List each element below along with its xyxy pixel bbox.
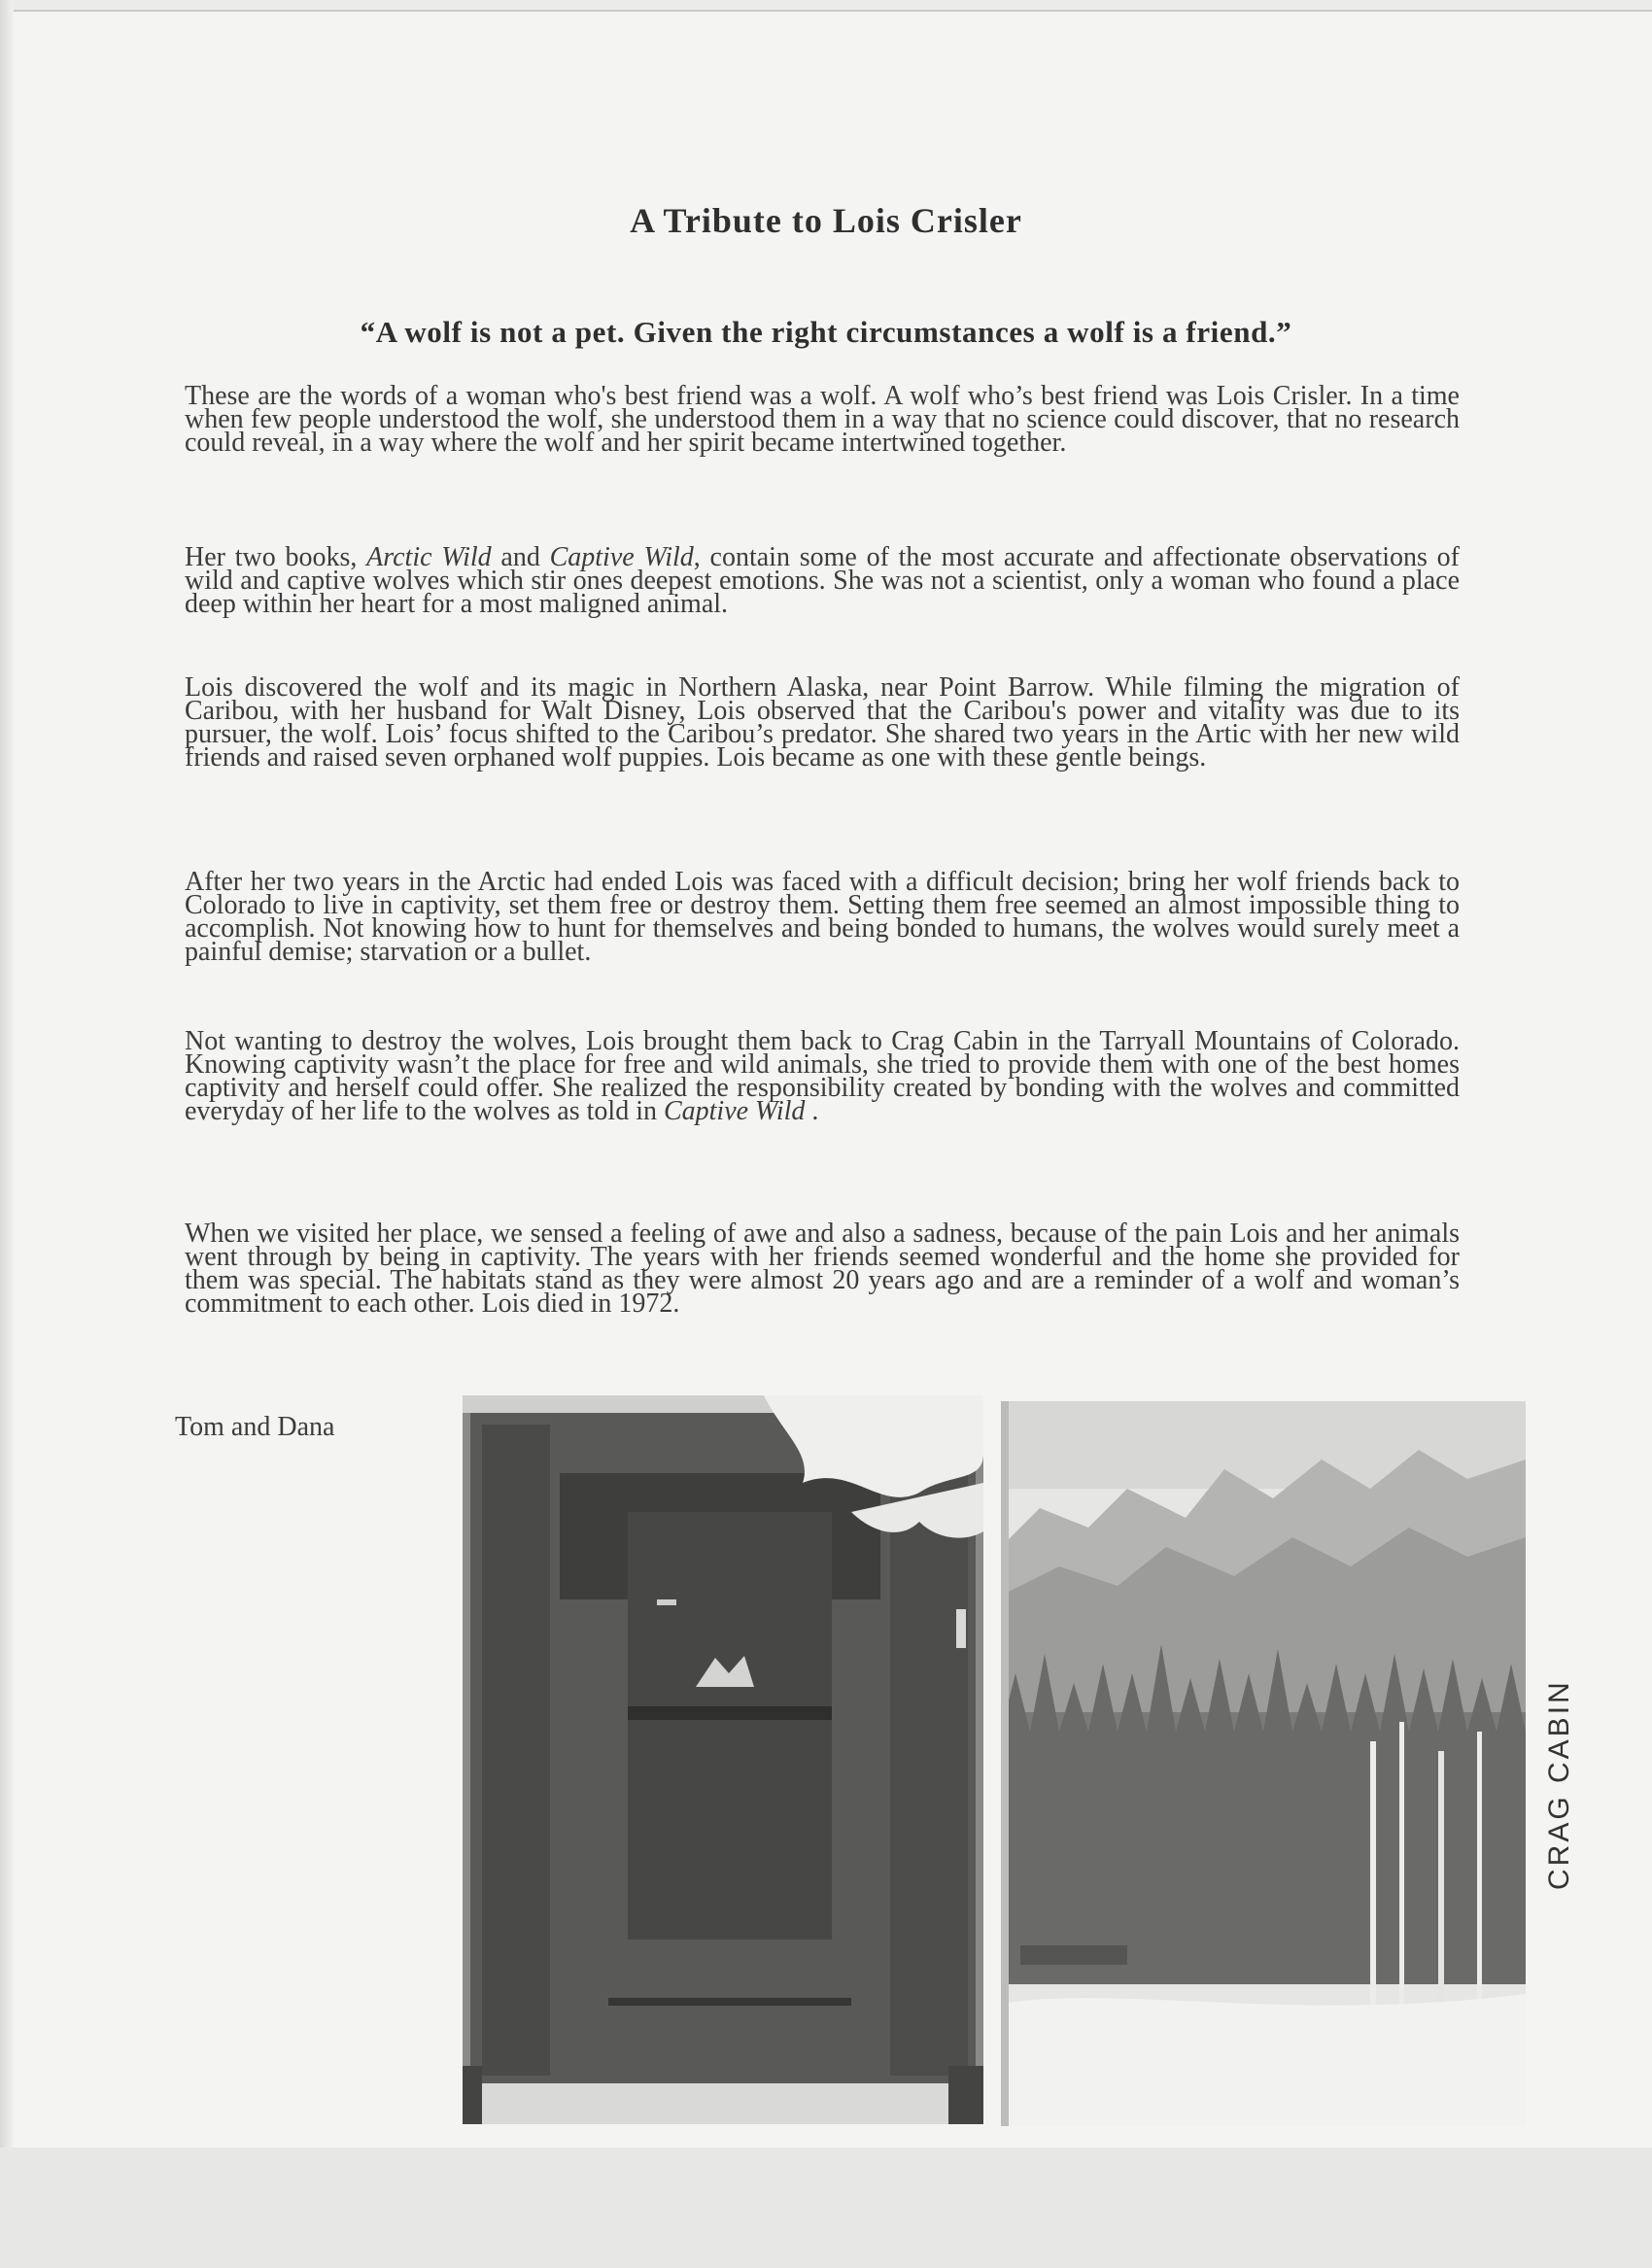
signature: Tom and Dana [175, 1412, 335, 1442]
paragraph-5 [185, 1026, 1460, 1126]
page-title: A Tribute to Lois Crisler [630, 201, 1022, 240]
crag-cabin-caption [1528, 1671, 1605, 1895]
book-title-arctic-wild: Arctic Wild [366, 542, 492, 572]
wolf-enclosure-image [463, 1395, 983, 2124]
page-top-edge [0, 0, 1652, 12]
paragraph-5-text-b: . [805, 1096, 819, 1126]
crag-cabin-landscape-image [1001, 1401, 1526, 2126]
paragraph-1: These are the words of a woman who's best friend was a wolf. A wolf who’s best friend was Lois Crisler. In a time when few people understood the wolf, she understood them in a way that no science could discover, that no research could reveal, in a way where the wolf and her spirit became intertwined together. [185, 381, 1460, 458]
paragraph-2-text-a: Her two books, [185, 542, 367, 572]
paragraph-2 [185, 542, 1461, 619]
paragraph-3: Lois discovered the wolf and its magic in Northern Alaska, near Point Barrow. While filming the migration of Caribou, with her husband for Walt Disney, Lois observed that the Caribou's power and vitality was due to its pursuer, the wolf. Lois’ focus shifted to the Caribou’s predator. She shared two years in the Artic with her new wild friends and raised seven orphaned wolf puppies. Lois became as one with these gentle beings. [185, 672, 1460, 773]
book-title-captive-wild: Captive Wild [549, 542, 694, 572]
crag-cabin-caption-text: CRAG CABIN [1543, 1679, 1575, 1890]
opening-quote: “A wolf is not a pet. Given the right circumstances a wolf is a friend.” [360, 315, 1292, 349]
paragraph-6: When we visited her place, we sensed a feeling of awe and also a sadness, because of the pain Lois and her animals went through by being in captivity. The years with her friends seemed wonderful and the home she provided for them was special. The habitats stand as they were almost 20 years ago and are a reminder of a wolf and woman’s commitment to each other. Lois died in 1972. [185, 1219, 1460, 1319]
photo-crag-cabin-landscape [1001, 1401, 1526, 2126]
book-title-captive-wild-2: Captive Wild [663, 1096, 806, 1126]
page-bottom-margin [0, 2148, 1652, 2268]
photo-wolf-enclosure [463, 1395, 983, 2124]
paragraph-2-text-c: , contain some of the most accurate and affectionate observations of wild and captive wolves which stir ones deepest emotions. She was not a scientist, only a woman who found a place deep within her heart for a most maligned animal. [185, 542, 1461, 619]
paragraph-2-text-b: and [491, 542, 550, 572]
paragraph-5-text-a: Not wanting to destroy the wolves, Lois brought them back to Crag Cabin in the Tarryall Mountains of Colorado. Knowing captivity wasn’t the place for free and wild animals, she tried to provide them with one of the best homes captivity and herself could offer. She realized the responsibility created by bonding with the wolves and committed everyday of her life to the wolves as told in [185, 1026, 1460, 1126]
paragraph-4: After her two years in the Arctic had ended Lois was faced with a difficult decision; bring her wolf friends back to Colorado to live in captivity, set them free or destroy them. Setting them free seemed an almost impossible thing to accomplish. Not knowing how to hunt for themselves and being bonded to humans, the wolves would surely meet a painful demise; starvation or a bullet. [185, 867, 1460, 967]
